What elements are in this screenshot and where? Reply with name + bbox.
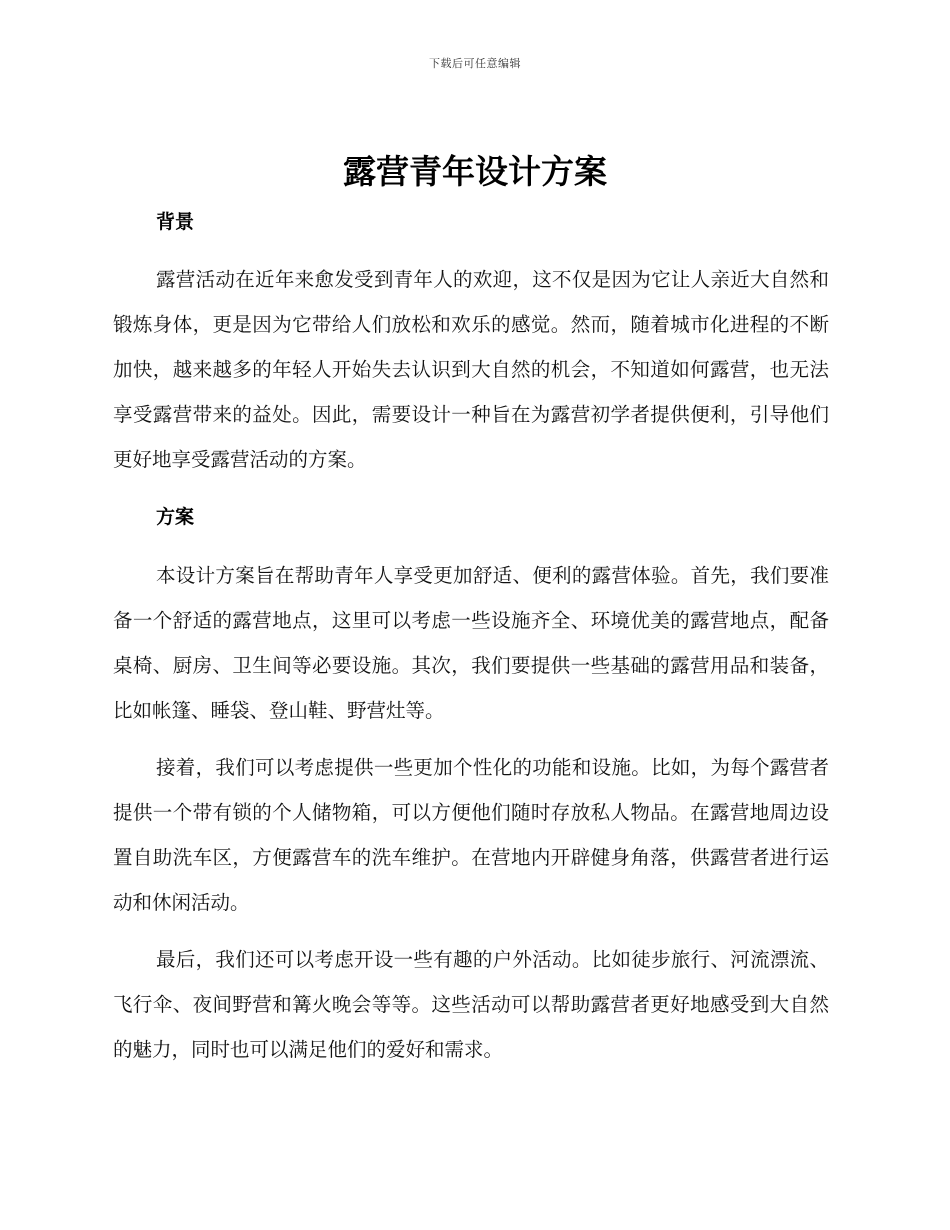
- section-heading-background: 背景: [156, 211, 195, 233]
- section-heading-plan: 方案: [156, 506, 195, 528]
- header-note: 下载后可任意编辑: [429, 57, 521, 70]
- paragraph-background-1: 露营活动在近年来愈发受到青年人的欢迎，这不仅是因为它让人亲近大自然和锻炼身体，更是因为它带给人们放松和欢乐的感觉。然而，随着城市化进程的不断加快，越来越多的年轻人开始失去认识到大自然的机会，不知道如何露营，也无法享受露营带来的益处。因此，需要设计一种旨在为露营初学者提供便利，引导他们更好地享受露营活动的方案。: [113, 268, 829, 471]
- paragraph-plan-2: 接着，我们可以考虑提供一些更加个性化的功能和设施。比如，为每个露营者提供一个带有锁的个人储物箱，可以方便他们随时存放私人物品。在露营地周边设置自助洗车区，方便露营车的洗车维护。在营地内开辟健身角落，供露营者进行运动和休闲活动。: [113, 756, 829, 914]
- paragraph-plan-3: 最后，我们还可以考虑开设一些有趣的户外活动。比如徒步旅行、河流漂流、飞行伞、夜间野营和篝火晚会等等。这些活动可以帮助露营者更好地感受到大自然的魅力，同时也可以满足他们的爱好和需求。: [113, 948, 829, 1061]
- section-background: [113, 209, 829, 482]
- document-title: 露营青年设计方案: [343, 152, 607, 191]
- paragraph-plan-1: 本设计方案旨在帮助青年人享受更加舒适、便利的露营体验。首先，我们要准备一个舒适的露营地点，这里可以考虑一些设施齐全、环境优美的露营地点，配备桌椅、厨房、卫生间等必要设施。其次，我们要提供一些基础的露营用品和装备，比如帐篷、睡袋、登山鞋、野营灶等。: [113, 564, 829, 722]
- section-plan: [113, 504, 829, 1072]
